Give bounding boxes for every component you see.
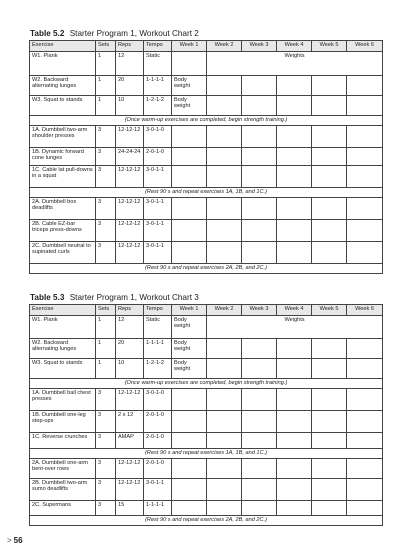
table-row — [30, 126, 383, 148]
week-cell — [312, 479, 347, 501]
exercise-cell: 1A. Dumbbell ball chest presses — [30, 389, 96, 411]
week-cell — [312, 339, 347, 359]
exercise-cell: 2A. Dumbbell one-arm bent-over rows — [30, 459, 96, 479]
exercise-cell: W1. Plank — [30, 52, 96, 76]
week-cell — [277, 479, 312, 501]
tempo-cell: 3-0-1-1 — [144, 220, 172, 242]
week-cell: Body weight — [172, 359, 207, 379]
week-cell — [347, 126, 383, 148]
table-row — [30, 52, 383, 76]
sets-cell: 3 — [96, 198, 116, 220]
reps-cell: 2 x 12 — [116, 411, 144, 433]
week-cell — [312, 389, 347, 411]
exercise-cell: 1B. Dynamic forward cone lunges — [30, 148, 96, 166]
week-cell — [172, 126, 207, 148]
column-header: Tempo — [144, 305, 172, 316]
tempo-cell: 1-1-1-1 — [144, 339, 172, 359]
week-cell — [347, 501, 383, 516]
tempo-cell: Static — [144, 316, 172, 339]
week-cell — [347, 198, 383, 220]
column-header: Exercise — [30, 41, 96, 52]
week-cell — [312, 433, 347, 449]
exercise-cell: 1C. Cable lat pull-downs in a squat — [30, 166, 96, 188]
sets-cell: 3 — [96, 433, 116, 449]
note-row — [30, 264, 383, 274]
column-header: Week 5 — [312, 41, 347, 52]
week-cell — [172, 166, 207, 188]
week-cell — [207, 148, 242, 166]
week-cell — [242, 411, 277, 433]
column-header: Tempo — [144, 41, 172, 52]
table-5-3-title — [30, 293, 199, 302]
week-cell — [242, 389, 277, 411]
week-cell — [242, 459, 277, 479]
exercise-cell: 1C. Reverse crunches — [30, 433, 96, 449]
week-cell — [277, 220, 312, 242]
week-cell — [347, 389, 383, 411]
week-cell — [277, 166, 312, 188]
tempo-cell: 2-0-1-0 — [144, 433, 172, 449]
sets-cell: 3 — [96, 148, 116, 166]
table-header-row — [30, 41, 383, 52]
reps-cell: 12 — [116, 316, 144, 339]
column-header: Week 2 — [207, 305, 242, 316]
tempo-cell: 2-0-1-0 — [144, 411, 172, 433]
week-cell — [347, 220, 383, 242]
column-header: Week 2 — [207, 41, 242, 52]
table-row — [30, 359, 383, 379]
exercise-cell: 2B. Cable EZ-bar triceps press-downs — [30, 220, 96, 242]
sets-cell: 3 — [96, 459, 116, 479]
week-cell — [312, 96, 347, 116]
reps-cell: 12-12-12 — [116, 242, 144, 264]
weights-label: Weights — [207, 52, 383, 76]
week-cell — [207, 242, 242, 264]
week-cell — [172, 411, 207, 433]
column-header: Week 6 — [347, 305, 383, 316]
tempo-cell: 2-0-1-0 — [144, 459, 172, 479]
exercise-cell: W2. Backward alternating lunges — [30, 76, 96, 96]
week-cell — [242, 126, 277, 148]
exercise-cell: 1A. Dumbbell two-arm shoulder presses — [30, 126, 96, 148]
week-cell — [347, 242, 383, 264]
week-cell — [172, 389, 207, 411]
reps-cell: 12-12-12 — [116, 389, 144, 411]
week-cell — [312, 126, 347, 148]
week-cell — [277, 501, 312, 516]
reps-cell: 12 — [116, 52, 144, 76]
tempo-cell: 1-2-1-2 — [144, 96, 172, 116]
reps-cell: 12-12-12 — [116, 198, 144, 220]
table-row — [30, 316, 383, 339]
tempo-cell: 3-0-1-0 — [144, 126, 172, 148]
week-cell: Body weight — [172, 339, 207, 359]
reps-cell: 20 — [116, 76, 144, 96]
sets-cell: 3 — [96, 242, 116, 264]
tempo-cell: 3-0-1-0 — [144, 389, 172, 411]
week-cell — [277, 459, 312, 479]
week-cell — [207, 433, 242, 449]
table-row — [30, 339, 383, 359]
week-cell — [207, 166, 242, 188]
tempo-cell: 1-1-1-1 — [144, 501, 172, 516]
note-row — [30, 188, 383, 198]
table-5-2-title — [30, 29, 199, 38]
sets-cell: 1 — [96, 316, 116, 339]
table-row — [30, 411, 383, 433]
table-row — [30, 96, 383, 116]
table-caption: Starter Program 1, Workout Chart 3 — [69, 293, 199, 302]
table-row — [30, 459, 383, 479]
table-caption: Starter Program 1, Workout Chart 2 — [69, 29, 199, 38]
week-cell — [277, 126, 312, 148]
exercise-cell: W3. Squat to stands — [30, 96, 96, 116]
exercise-cell: W1. Plank — [30, 316, 96, 339]
table-row — [30, 198, 383, 220]
week-cell: Body weight — [172, 96, 207, 116]
column-header: Sets — [96, 305, 116, 316]
week-cell — [312, 411, 347, 433]
week-cell — [347, 433, 383, 449]
note-row — [30, 379, 383, 389]
week-cell — [312, 166, 347, 188]
column-header: Exercise — [30, 305, 96, 316]
table-row — [30, 479, 383, 501]
week-cell — [242, 433, 277, 449]
sets-cell: 3 — [96, 166, 116, 188]
week-cell — [207, 76, 242, 96]
week-cell — [277, 359, 312, 379]
note-text: (Rest 90 s and repeat exercises 2A, 2B, and 2C.) — [30, 516, 383, 526]
week-cell — [347, 76, 383, 96]
week-cell — [172, 479, 207, 501]
reps-cell: 12-12-12 — [116, 479, 144, 501]
exercise-cell: 2C. Dumbbell neutral to supinated curls — [30, 242, 96, 264]
reps-cell: 10 — [116, 96, 144, 116]
week-cell — [172, 148, 207, 166]
week-cell — [277, 76, 312, 96]
note-text: (Once warm-up exercises are completed, begin strength training.) — [30, 116, 383, 126]
table-row — [30, 389, 383, 411]
week-cell — [277, 411, 312, 433]
week-cell: Body weight — [172, 76, 207, 96]
week-cell — [347, 166, 383, 188]
exercise-cell: W3. Squat to stands — [30, 359, 96, 379]
week-cell — [172, 501, 207, 516]
week-cell — [242, 96, 277, 116]
week-cell — [277, 433, 312, 449]
tempo-cell: 3-0-1-1 — [144, 242, 172, 264]
column-header: Reps — [116, 41, 144, 52]
week-cell — [347, 459, 383, 479]
week-cell — [207, 198, 242, 220]
week-cell — [242, 242, 277, 264]
note-text: (Rest 90 s and repeat exercises 2A, 2B, and 2C.) — [30, 264, 383, 274]
week-cell — [172, 242, 207, 264]
sets-cell: 3 — [96, 411, 116, 433]
week-cell — [242, 479, 277, 501]
week-cell: Body weight — [172, 316, 207, 339]
week-cell — [242, 148, 277, 166]
reps-cell: 10 — [116, 359, 144, 379]
week-cell — [207, 411, 242, 433]
column-header: Week 1 — [172, 305, 207, 316]
week-cell — [207, 479, 242, 501]
sets-cell: 1 — [96, 76, 116, 96]
week-cell — [242, 198, 277, 220]
week-cell — [242, 501, 277, 516]
week-cell — [277, 96, 312, 116]
sets-cell: 1 — [96, 96, 116, 116]
week-cell — [172, 220, 207, 242]
week-cell — [277, 148, 312, 166]
table-label: Table 5.2 — [30, 29, 65, 38]
workout-chart-3-table — [29, 304, 383, 526]
week-cell — [277, 242, 312, 264]
week-cell — [172, 198, 207, 220]
column-header: Reps — [116, 305, 144, 316]
sets-cell: 1 — [96, 339, 116, 359]
week-cell — [242, 166, 277, 188]
sets-cell: 3 — [96, 220, 116, 242]
reps-cell: 12-12-12 — [116, 220, 144, 242]
sets-cell: 1 — [96, 52, 116, 76]
week-cell — [207, 220, 242, 242]
tempo-cell: 1-2-1-2 — [144, 359, 172, 379]
week-cell — [242, 359, 277, 379]
column-header: Week 3 — [242, 305, 277, 316]
week-cell — [277, 339, 312, 359]
week-cell — [207, 389, 242, 411]
page-number-text: 56 — [13, 536, 23, 545]
tempo-cell: 3-0-1-1 — [144, 166, 172, 188]
week-cell — [207, 359, 242, 379]
table-row — [30, 76, 383, 96]
reps-cell: 15 — [116, 501, 144, 516]
note-row — [30, 449, 383, 459]
note-row — [30, 516, 383, 526]
week-cell — [207, 459, 242, 479]
week-cell — [277, 198, 312, 220]
week-cell — [312, 459, 347, 479]
table-header-row — [30, 305, 383, 316]
exercise-cell: 2B. Dumbbell two-arm sumo deadlifts — [30, 479, 96, 501]
week-cell — [312, 242, 347, 264]
week-cell — [277, 389, 312, 411]
column-header: Week 4 — [277, 41, 312, 52]
note-text: (Rest 90 s and repeat exercises 1A, 1B, and 1C.) — [30, 449, 383, 459]
week-cell — [312, 198, 347, 220]
table-row — [30, 166, 383, 188]
week-cell — [207, 126, 242, 148]
week-cell — [347, 479, 383, 501]
week-cell — [172, 459, 207, 479]
week-cell — [207, 339, 242, 359]
table-row — [30, 148, 383, 166]
table-row — [30, 242, 383, 264]
column-header: Week 5 — [312, 305, 347, 316]
exercise-cell: W2. Backward alternating lunges — [30, 339, 96, 359]
exercise-cell: 1B. Dumbbell one-leg step-ups — [30, 411, 96, 433]
week-cell — [172, 52, 207, 76]
note-text: (Once warm-up exercises are completed, begin strength training.) — [30, 379, 383, 389]
tempo-cell: 3-0-1-1 — [144, 198, 172, 220]
sets-cell: 3 — [96, 126, 116, 148]
table-row — [30, 433, 383, 449]
tempo-cell: 3-0-1-1 — [144, 479, 172, 501]
week-cell — [312, 501, 347, 516]
week-cell — [312, 220, 347, 242]
reps-cell: 12-12-12 — [116, 166, 144, 188]
week-cell — [207, 501, 242, 516]
week-cell — [347, 148, 383, 166]
sets-cell: 3 — [96, 501, 116, 516]
workout-chart-2-table — [29, 40, 383, 274]
week-cell — [312, 76, 347, 96]
tempo-cell: 2-0-1-0 — [144, 148, 172, 166]
week-cell — [207, 96, 242, 116]
exercise-cell: 2A. Dumbbell box deadlifts — [30, 198, 96, 220]
tempo-cell: Static — [144, 52, 172, 76]
column-header: Week 1 — [172, 41, 207, 52]
table-label: Table 5.3 — [30, 293, 65, 302]
weights-label: Weights — [207, 316, 383, 339]
reps-cell: 20 — [116, 339, 144, 359]
week-cell — [347, 339, 383, 359]
sets-cell: 1 — [96, 359, 116, 379]
column-header: Week 3 — [242, 41, 277, 52]
tempo-cell: 1-1-1-1 — [144, 76, 172, 96]
reps-cell: AMAP — [116, 433, 144, 449]
table-row — [30, 501, 383, 516]
reps-cell: 12-12-12 — [116, 126, 144, 148]
reps-cell: 12-12-12 — [116, 459, 144, 479]
sets-cell: 3 — [96, 389, 116, 411]
week-cell — [347, 411, 383, 433]
sets-cell: 3 — [96, 479, 116, 501]
exercise-cell: 2C. Supermans — [30, 501, 96, 516]
column-header: Week 4 — [277, 305, 312, 316]
reps-cell: 24-24-24 — [116, 148, 144, 166]
week-cell — [242, 339, 277, 359]
week-cell — [242, 76, 277, 96]
week-cell — [347, 96, 383, 116]
table-row — [30, 220, 383, 242]
week-cell — [312, 148, 347, 166]
week-cell — [172, 433, 207, 449]
column-header: Week 6 — [347, 41, 383, 52]
week-cell — [242, 220, 277, 242]
column-header: Sets — [96, 41, 116, 52]
note-row — [30, 116, 383, 126]
week-cell — [347, 359, 383, 379]
week-cell — [312, 359, 347, 379]
page-marker-icon: > — [7, 536, 12, 545]
note-text: (Rest 90 s and repeat exercises 1A, 1B, and 1C.) — [30, 188, 383, 198]
page-number — [7, 536, 23, 545]
